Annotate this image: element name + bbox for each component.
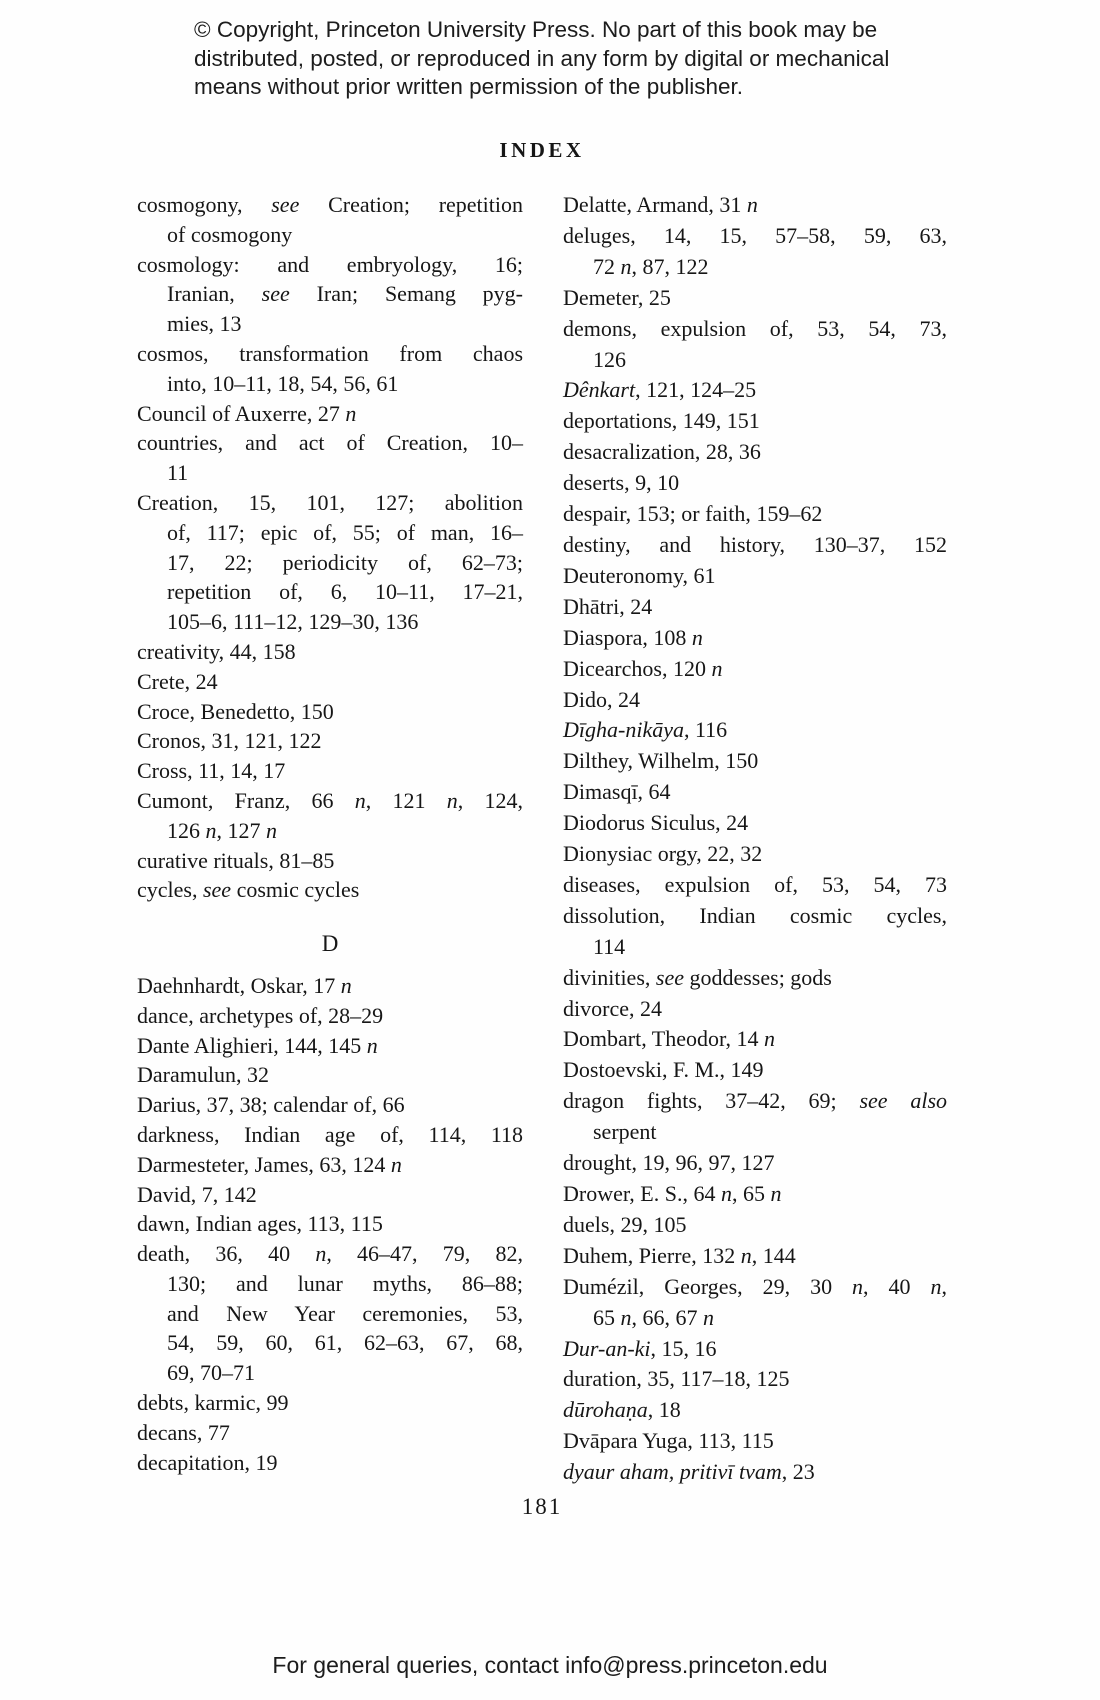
page-title: INDEX (499, 138, 585, 162)
index-line: divorce, 24 (563, 995, 662, 1021)
index-line: Dhātri, 24 (563, 593, 653, 619)
index-line: dawn, Indian ages, 113, 115 (137, 1211, 383, 1237)
index-line: countries, and act of Creation, 10– (137, 430, 523, 456)
index-line: creativity, 44, 158 (137, 638, 296, 664)
index-line: deserts, 9, 10 (563, 470, 680, 496)
footer-contact: For general queries, contact info@press.princeton.edu (272, 1652, 828, 1678)
copyright-notice (194, 16, 889, 102)
index-line: deportations, 149, 151 (563, 408, 760, 434)
copyright-line-3: means without prior written permission of the publisher. (194, 74, 744, 99)
index-line: 126 (593, 346, 626, 372)
copyright-line-2: distributed, posted, or reproduced in any form by digital or mechanical (194, 45, 890, 71)
index-line: Dostoevski, F. M., 149 (563, 1057, 764, 1083)
index-line: death, 36, 40 n, 46–47, 79, 82, (137, 1241, 524, 1267)
index-line: Dimasqī, 64 (563, 779, 671, 805)
index-line: desacralization, 28, 36 (563, 439, 761, 465)
index-line: Dante Alighieri, 144, 145 n (137, 1032, 378, 1058)
index-line: 126 n, 127 n (167, 817, 277, 843)
index-line: Dilthey, Wilhelm, 150 (563, 748, 759, 774)
index-line: darkness, Indian age of, 114, 118 (137, 1121, 523, 1147)
page-number: 181 (521, 1494, 563, 1519)
index-line: Cross, 11, 14, 17 (137, 758, 286, 784)
index-line: decans, 77 (137, 1419, 230, 1445)
index-line: cycles, see cosmic cycles (137, 877, 360, 903)
index-line: Iranian, see Iran; Semang pyg- (167, 281, 523, 307)
index-line: repetition of, 6, 10–11, 17–21, (167, 579, 523, 605)
index-line: Creation, 15, 101, 127; abolition (137, 489, 523, 515)
index-line: duels, 29, 105 (563, 1211, 687, 1237)
index-line: David, 7, 142 (137, 1181, 257, 1207)
index-line: 65 n, 66, 67 n (593, 1304, 714, 1330)
index-line: Crete, 24 (137, 668, 218, 694)
section-heading: D (321, 931, 339, 957)
index-line: Dīgha-nikāya, 116 (563, 717, 728, 743)
index-line: mies, 13 (167, 311, 242, 337)
index-line: cosmogony, see Creation; repetition (137, 192, 523, 217)
index-line: debts, karmic, 99 (137, 1390, 289, 1416)
index-line: diseases, expulsion of, 53, 54, 73 (563, 871, 947, 897)
index-line: destiny, and history, 130–37, 152 (563, 531, 947, 557)
index-line: demons, expulsion of, 53, 54, 73, (563, 315, 947, 341)
index-left-column (137, 190, 523, 1477)
index-line: 72 n, 87, 122 (593, 253, 709, 279)
index-line: Drower, E. S., 64 n, 65 n (563, 1181, 782, 1206)
index-line: 11 (167, 460, 189, 486)
index-line: cosmos, transformation from chaos (137, 340, 523, 366)
index-line: Dur-an-ki, 15, 16 (563, 1335, 717, 1361)
index-line: Council of Auxerre, 27 n (137, 400, 357, 426)
index-line: decapitation, 19 (137, 1449, 278, 1475)
index-right-column (563, 190, 947, 1488)
index-line: into, 10–11, 18, 54, 56, 61 (167, 370, 399, 396)
index-line: Dumézil, Georges, 29, 30 n, 40 n, (563, 1273, 947, 1299)
index-line: 114 (593, 933, 626, 959)
index-line: cosmology: and embryology, 16; (137, 251, 523, 277)
index-line: Diaspora, 108 n (563, 624, 703, 650)
index-line: Darius, 37, 38; calendar of, 66 (137, 1092, 405, 1118)
index-line: Dicearchos, 120 n (563, 655, 723, 681)
index-line: dūrohaṇa, 18 (563, 1397, 681, 1423)
index-line: divinities, see goddesses; gods (563, 964, 832, 990)
index-line: curative rituals, 81–85 (137, 847, 335, 873)
index-line: and New Year ceremonies, 53, (167, 1300, 523, 1326)
index-line: 130; and lunar myths, 86–88; (167, 1270, 523, 1296)
index-line: Dido, 24 (563, 686, 640, 712)
index-line: duration, 35, 117–18, 125 (563, 1366, 790, 1392)
index-line: Cronos, 31, 121, 122 (137, 728, 322, 754)
index-line: dyaur aham, pritivī tvam, 23 (563, 1459, 815, 1485)
index-line: 69, 70–71 (167, 1360, 255, 1386)
index-line: 54, 59, 60, 61, 62–63, 67, 68, (167, 1330, 523, 1356)
index-line: Darmesteter, James, 63, 124 n (137, 1151, 402, 1177)
index-line: 105–6, 111–12, 129–30, 136 (167, 609, 419, 635)
index-line: dragon fights, 37–42, 69; see also (563, 1088, 947, 1114)
index-line: 17, 22; periodicity of, 62–73; (167, 549, 523, 575)
index-line: Dionysiac orgy, 22, 32 (563, 841, 763, 867)
index-line: Diodorus Siculus, 24 (563, 810, 749, 836)
index-line: Delatte, Armand, 31 n (563, 192, 758, 217)
index-line: Deuteronomy, 61 (563, 562, 716, 588)
copyright-line-1: © Copyright, Princeton University Press. No part of this book may be (194, 17, 878, 42)
index-line: dissolution, Indian cosmic cycles, (563, 902, 947, 928)
index-line: drought, 19, 96, 97, 127 (563, 1150, 775, 1176)
index-line: dance, archetypes of, 28–29 (137, 1002, 384, 1028)
index-line: of, 117; epic of, 55; of man, 16– (167, 519, 523, 545)
index-line: Croce, Benedetto, 150 (137, 698, 334, 724)
index-line: Dombart, Theodor, 14 n (563, 1026, 775, 1052)
index-line: Dênkart, 121, 124–25 (563, 377, 757, 403)
index-line: Daehnhardt, Oskar, 17 n (137, 972, 352, 998)
index-line: Cumont, Franz, 66 n, 121 n, 124, (137, 787, 523, 813)
index-line: deluges, 14, 15, 57–58, 59, 63, (563, 222, 947, 248)
index-line: Duhem, Pierre, 132 n, 144 (563, 1242, 796, 1268)
index-line: Dvāpara Yuga, 113, 115 (563, 1428, 774, 1454)
index-line: Demeter, 25 (563, 284, 671, 310)
index-line: of cosmogony (167, 221, 293, 247)
index-line: serpent (593, 1119, 657, 1145)
index-line: Daramulun, 32 (137, 1062, 269, 1088)
index-line: despair, 153; or faith, 159–62 (563, 501, 823, 527)
